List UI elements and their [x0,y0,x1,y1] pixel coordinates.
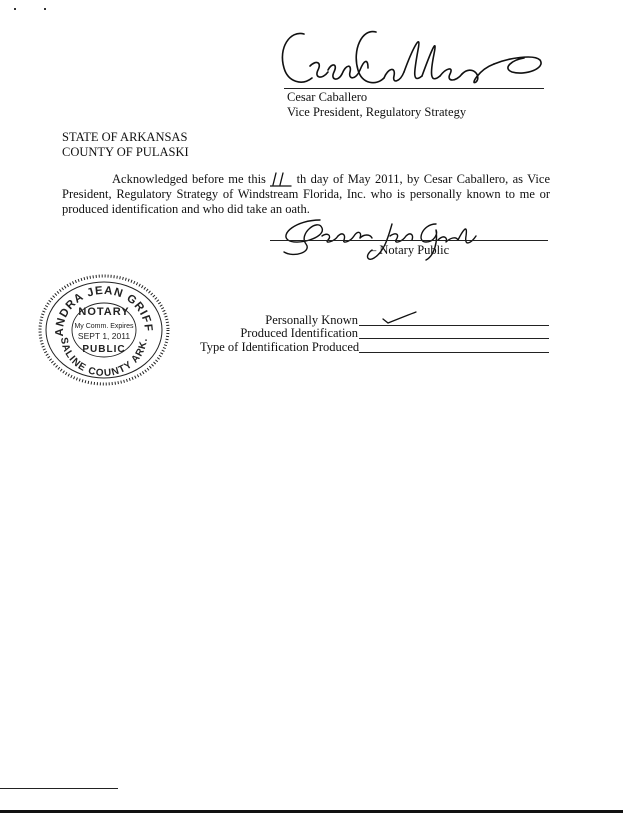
venue-county: COUNTY OF PULASKI [62,145,189,159]
identification-type-line[interactable] [359,352,549,353]
scan-speck [14,8,16,10]
notary-seal [36,270,172,386]
seal-name: ANDRA JEAN GRIFF [53,284,155,337]
acknowledgment-intro: Acknowledged before me this [112,172,266,186]
produced-identification-label: Produced Identification [240,326,358,340]
footer-short-rule [0,788,118,789]
acknowledgment-body: th day of May 2011, by Cesar Caballero, as Vice President, Regulatory Strategy of Windstream Florida, Inc. who is personally known to me or produced identification and who did take an oath. [62,172,550,216]
identification-type-label: Type of Identification Produced [200,340,360,354]
seal-commission-date: SEPT 1, 2011 [77,331,131,341]
handwritten-day [270,174,292,187]
personally-known-label: Personally Known [265,313,358,327]
seal-county: SALINE COUNTY ARK. [57,336,150,380]
personally-known-checkmark [380,311,420,325]
venue-state: STATE OF ARKANSAS [62,130,188,144]
acknowledgment-paragraph [62,172,550,217]
signer-title: Vice President, Regulatory Strategy [287,105,467,119]
seal-commission-label: My Comm. Expires [74,323,134,330]
notary-signature-line [270,240,548,241]
scan-speck [44,8,46,10]
notary-label: – Notary Public [370,243,450,257]
produced-identification-line[interactable] [359,338,549,339]
seal-notary-word: NOTARY [78,306,130,318]
signer-signature [272,20,552,94]
seal-public-word: PUBLIC [82,344,126,355]
signer-name: Cesar Caballero [287,90,368,104]
signer-signature-line [284,88,544,89]
